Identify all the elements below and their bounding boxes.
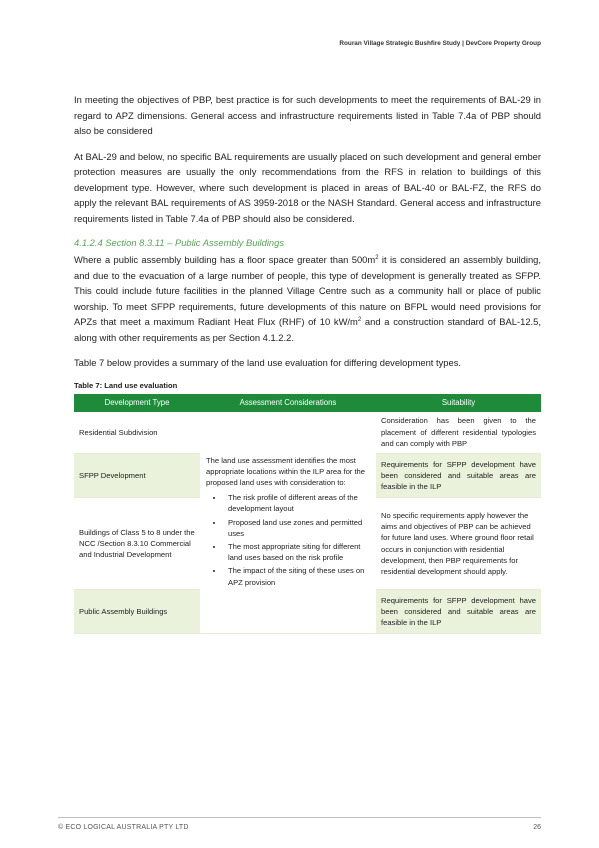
cell-development-type: Public Assembly Buildings <box>74 590 200 634</box>
cell-suitability: Consideration has been given to the placement of different residential typologies and can comply with PBP <box>376 412 541 454</box>
list-item: • Proposed land use zones and permitted uses <box>224 517 370 539</box>
land-use-evaluation-table <box>74 394 541 635</box>
main-content <box>74 92 541 634</box>
header-assessment-considerations: Assessment Considerations <box>200 394 376 412</box>
list-item: • The most appropriate siting for different land uses based on the risk profile <box>224 541 370 563</box>
header-development-type: Development Type <box>74 394 200 412</box>
header-suitability: Suitability <box>376 394 541 412</box>
paragraph-public-assembly: Where a public assembly building has a floor space greater than $500m^2$ it is considered an assembly building, and due to the evacuation of a large number of people, this type of development is generally treated as SFPP. This could include future facilities in the planned Village Centre such as a community hall or place of public worship. To meet SFPP requirements, future developments of this nature on BFPL would need provisions for APZs that meet a maximum Radiant Heat Flux (RHF) of 10 $kW/m^2$ and a construction standard of BAL-12.5, along with other requirements as per Section 4.1.2.2. <box>74 254 542 343</box>
footer-divider <box>58 817 541 818</box>
paragraph-bal29-below: At BAL-29 and below, no specific BAL requirements are usually placed on such development and general ember protection measures are usually the only recommendations from the RFS in relation to buildings of this development type. However, where such development is placed in areas of BAL-40 or BAL-FZ, the RFS do apply the relevant BAL requirements of AS 3959-2018 or the NASH Standard. General access and infrastructure requirements listed in Table 7.4a of PBP should also be considered. <box>74 150 541 224</box>
cell-assessment-considerations <box>200 412 376 634</box>
running-header: Rouran Village Strategic Bushfire Study | DevCore Property Group <box>339 40 541 47</box>
cell-development-type: SFPP Development <box>74 454 200 498</box>
list-item: • The risk profile of different areas of the development layout <box>224 492 370 514</box>
cell-suitability: Requirements for SFPP development have been considered and suitable areas are feasible in the ILP <box>376 590 541 634</box>
table-caption: Table 7: Land use evaluation <box>74 380 178 390</box>
footer-copyright: © ECO LOGICAL AUSTRALIA PTY LTD <box>58 824 189 831</box>
assessment-intro: The land use assessment identifies the most appropriate locations within the ILP area for the proposed land uses with consideration to: <box>206 455 366 488</box>
cell-development-type: Buildings of Class 5 to 8 under the NCC /Section 8.3.10 Commercial and Industrial Development <box>74 498 200 590</box>
paragraph-bal29-objectives: In meeting the objectives of PBP, best practice is for such developments to meet the requirements of BAL-29 in regard to APZ dimensions. General access and infrastructure requirements listed in Table 7.4a of PBP should also be considered <box>74 94 541 136</box>
cell-suitability: No specific requirements apply however the aims and objectives of PBP can be achieved for future land uses. Where ground floor retail occurs in conjunction with residential development, then PBP requirements for residential development should apply. <box>376 498 541 590</box>
cell-suitability: Requirements for SFPP development have been considered and suitable areas are feasible in the ILP <box>376 454 541 498</box>
table-row <box>74 412 541 454</box>
table-header-row <box>74 394 541 412</box>
paragraph-table-intro: Table 7 below provides a summary of the land use evaluation for differing development types. <box>74 357 462 368</box>
list-item: • The impact of the siting of these uses on APZ provision <box>224 565 370 587</box>
section-heading-public-assembly: 4.1.2.4 Section 8.3.11 – Public Assembly Buildings <box>74 237 285 248</box>
page-number: 26 <box>533 824 541 831</box>
cell-development-type: Residential Subdivision <box>74 412 200 454</box>
assessment-list <box>206 492 370 588</box>
